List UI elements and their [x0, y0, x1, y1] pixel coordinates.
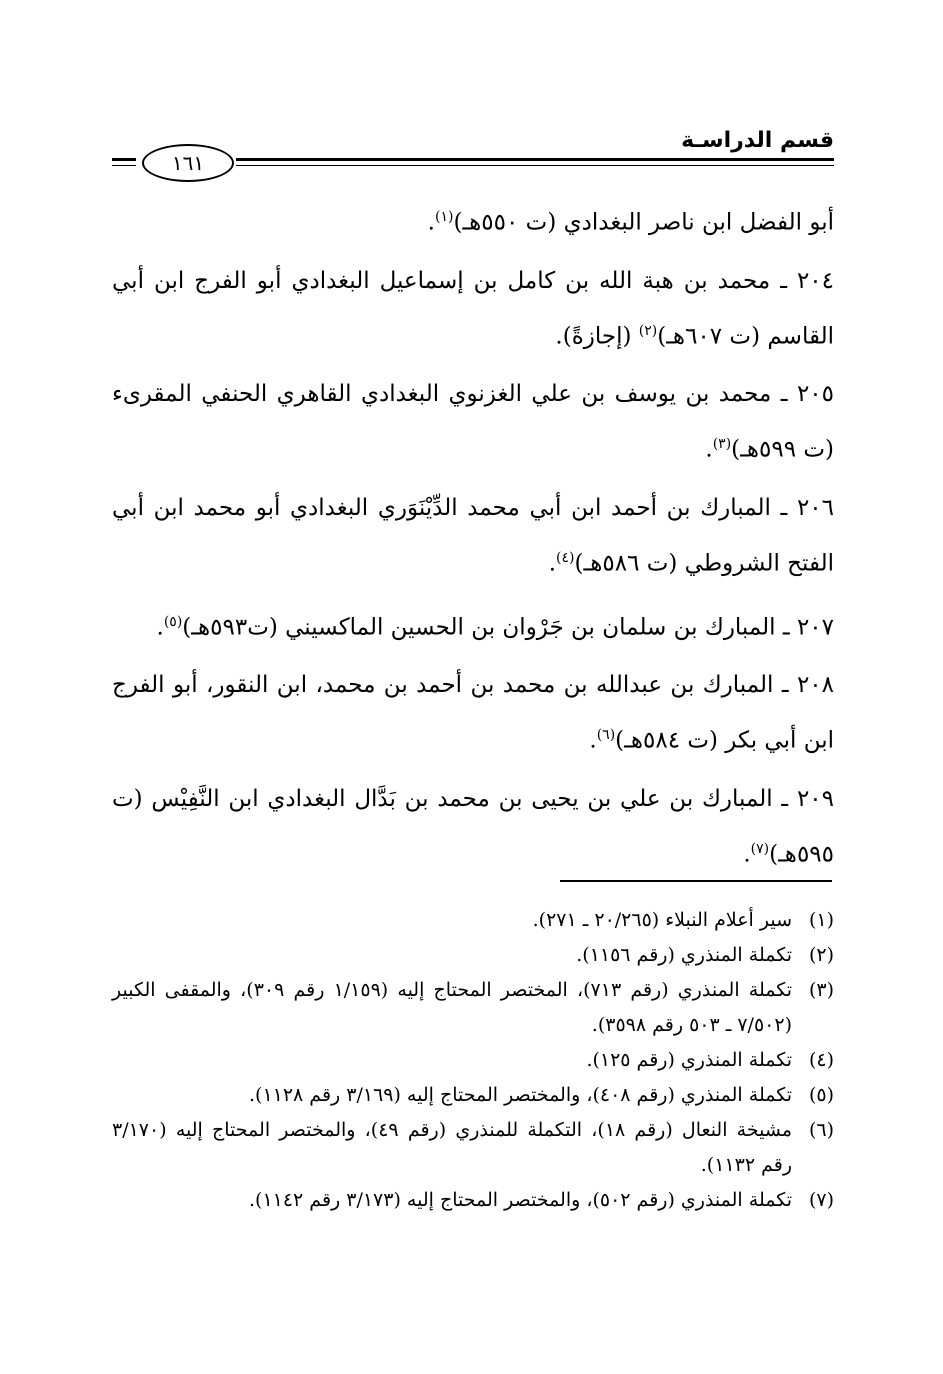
- entry-tail: .: [548, 550, 557, 577]
- entry-tail: (إجازةً).: [555, 323, 639, 350]
- footnote-marker: (٣): [808, 979, 834, 1001]
- footnotes: [112, 903, 834, 1218]
- footnote-text: تكملة المنذري (رقم ١١٥٦).: [576, 944, 792, 966]
- header-rule: [236, 158, 834, 161]
- footnote: [112, 1113, 834, 1183]
- footnote-ref[interactable]: (٦): [596, 727, 616, 744]
- footnote-ref[interactable]: (٢): [638, 322, 658, 339]
- header-rule-short-thin: [112, 165, 136, 166]
- footnote-text: مشيخة النعال (رقم ١٨)، التكملة للمنذري (رقم ٤٩)، والمختصر المحتاج إليه (٣/١٧٠ رقم ١١٣٢).: [112, 1119, 792, 1176]
- page-number: ١٦١: [171, 151, 205, 175]
- footnote-ref[interactable]: (٥): [163, 613, 183, 630]
- footnote-marker: (٦): [808, 1119, 834, 1141]
- footnote-separator: [560, 880, 832, 882]
- entry: [112, 597, 834, 653]
- entry-text: ٢٠٧ ـ المبارك بن سلمان بن جَرْوان بن الحسين الماكسيني (ت٥٩٣هـ): [182, 614, 834, 641]
- entry-text: أبو الفضل ابن ناصر البغدادي (ت ٥٥٠هـ): [453, 209, 834, 236]
- footnote-text: سير أعلام النبلاء (٢٠/٢٦٥ ـ ٢٧١).: [532, 909, 792, 931]
- entry-text: ٢٠٨ ـ المبارك بن عبدالله بن محمد بن أحمد بن محمد، ابن النقور، أبو الفرج ابن أبي بكر (ت ٥٨٤هـ): [112, 672, 834, 754]
- footnote-text: تكملة المنذري (رقم ٤٠٨)، والمختصر المحتاج إليه (٣/١٦٩ رقم ١١٢٨).: [248, 1084, 792, 1106]
- footnote: [112, 938, 834, 973]
- footnote: [112, 973, 834, 1043]
- footnote: [112, 903, 834, 938]
- footnote-ref[interactable]: (٣): [712, 436, 732, 453]
- entry: [112, 369, 834, 475]
- header-rule-short: [112, 158, 136, 161]
- footnote-ref[interactable]: (٤): [556, 549, 575, 566]
- footnote-ref[interactable]: (٧): [750, 840, 770, 857]
- footnote: [112, 1183, 834, 1218]
- entry: [112, 483, 834, 589]
- entry-text: ٢٠٦ ـ المبارك بن أحمد ابن أبي محمد الدِّيْنَوَري البغدادي أبو محمد ابن أبي الفتح الشروطي (ت ٥٨٦هـ): [112, 494, 834, 577]
- entry: [112, 256, 834, 362]
- header-rule-thin: [236, 165, 834, 166]
- footnote-text: تكملة المنذري (رقم ٥٠٢)، والمختصر المحتاج إليه (٣/١٧٣ رقم ١١٤٢).: [248, 1189, 792, 1211]
- section-title: قسم الدراسـة: [681, 128, 834, 153]
- entry-tail: .: [589, 727, 597, 754]
- footnote: [112, 1043, 834, 1078]
- footnote-ref[interactable]: (١): [434, 209, 454, 225]
- entry-text: ٢٠٩ ـ المبارك بن علي بن يحيى بن محمد بن بَدَّال البغدادي ابن النَّفِيْس (ت ٥٩٥هـ): [112, 785, 834, 868]
- entry-tail: .: [427, 209, 435, 236]
- entry: [112, 774, 834, 880]
- footnote-marker: (٥): [808, 1084, 834, 1106]
- footnote-marker: (٢): [808, 944, 834, 966]
- footnote-marker: (١): [808, 909, 834, 931]
- running-header: [112, 124, 834, 182]
- footnote: [112, 1078, 834, 1113]
- entry: [112, 660, 834, 766]
- entry-tail: .: [743, 841, 751, 868]
- footnote-marker: (٧): [808, 1189, 834, 1211]
- entry-tail: .: [705, 436, 713, 463]
- entry-text: ٢٠٥ ـ محمد بن يوسف بن علي الغزنوي البغدادي القاهري الحنفي المقرىء (ت ٥٩٩هـ): [112, 381, 834, 463]
- footnote-marker: (٤): [808, 1049, 834, 1071]
- entry: [112, 192, 834, 248]
- main-text: [112, 192, 834, 888]
- footnote-text: تكملة المنذري (رقم ١٢٥).: [586, 1049, 792, 1071]
- entry-tail: .: [156, 614, 164, 641]
- page-number-oval: [142, 144, 234, 182]
- footnote-text: تكملة المنذري (رقم ٧١٣)، المختصر المحتاج إليه (١/١٥٩ رقم ٣٠٩)، والمقفى الكبير (٧/٥٠٢ ـ ٥٠٣ رقم ٣٥٩٨).: [112, 979, 793, 1036]
- entry-text: ٢٠٤ ـ محمد بن هبة الله بن كامل بن إسماعيل البغدادي أبو الفرج ابن أبي القاسم (ت ٦٠٧هـ): [112, 267, 834, 350]
